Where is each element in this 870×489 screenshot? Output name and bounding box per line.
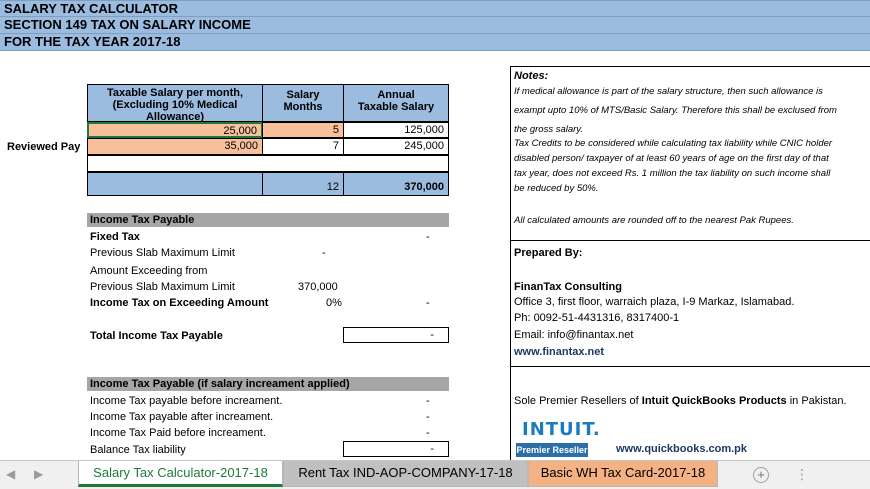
section-title: SECTION 149 TAX ON SALARY INCOME bbox=[4, 17, 251, 32]
sheet-tab-bar bbox=[0, 460, 870, 489]
prev-slab-label: Previous Slab Maximum Limit bbox=[90, 247, 235, 259]
note-1-line-3: the gross salary. bbox=[514, 124, 583, 135]
tax-paid-label: Income Tax Paid before increament. bbox=[90, 427, 266, 439]
reseller-text-pre: Sole Premier Resellers of bbox=[514, 395, 642, 407]
tax-before-increament-value[interactable]: - bbox=[426, 395, 430, 407]
note-2-line-2: disabled person/ taxpayer of at least 60 years of age on the first day of that bbox=[514, 153, 829, 164]
total-income-tax-value[interactable]: - bbox=[343, 327, 449, 343]
company-name: FinanTax Consulting bbox=[514, 281, 622, 293]
tab-label: Basic WH Tax Card-2017-18 bbox=[540, 465, 706, 480]
prepared-bottom-border bbox=[510, 366, 870, 367]
notes-top-border bbox=[510, 66, 870, 67]
total-income-tax-label: Total Income Tax Payable bbox=[90, 330, 223, 342]
reviewed-pay-label: Reviewed Pay bbox=[7, 141, 81, 153]
increament-section-header: Income Tax Payable (if salary increament applied) bbox=[87, 377, 449, 391]
note-1-line-1: If medical allowance is part of the salary structure, then such allowance is bbox=[514, 86, 823, 97]
fixed-tax-value[interactable]: - bbox=[426, 231, 430, 243]
tab-rent-tax[interactable] bbox=[283, 461, 528, 487]
note-1-line-2: exampt upto 10% of MTS/Basic Salary. Therefore this shall be exclused from bbox=[514, 105, 837, 116]
tab-scroll-right-icon[interactable]: ▶ bbox=[34, 467, 44, 481]
tab-salary-tax-calculator[interactable] bbox=[78, 461, 283, 487]
intuit-premier-reseller-logo bbox=[514, 417, 601, 459]
reseller-text-post: in Pakistan. bbox=[786, 395, 847, 407]
col-header-taxable-salary: Taxable Salary per month, (Excluding 10% Medical Allowance) bbox=[87, 84, 263, 122]
annual-salary-cell-1[interactable]: 125,000 bbox=[343, 122, 449, 138]
note-2-line-4: be reduced by 50%. bbox=[514, 183, 599, 194]
note-2-line-1: Tax Credits to be considered while calculating tax liability while CNIC holder bbox=[514, 138, 833, 149]
tax-before-increament-label: Income Tax payable before increament. bbox=[90, 395, 283, 407]
add-sheet-icon[interactable]: + bbox=[753, 467, 769, 483]
annual-salary-cell-2[interactable]: 245,000 bbox=[343, 138, 449, 155]
company-phone: Ph: 0092-51-4431316, 8317400-1 bbox=[514, 312, 680, 324]
total-months-cell[interactable]: 12 bbox=[262, 172, 344, 196]
on-exceeding-value[interactable]: - bbox=[426, 297, 430, 309]
tab-label: Rent Tax IND-AOP-COMPANY-17-18 bbox=[298, 465, 513, 480]
company-website-link[interactable]: www.finantax.net bbox=[514, 346, 605, 358]
monthly-salary-cell-2[interactable]: 35,000 bbox=[87, 138, 263, 155]
on-exceeding-rate[interactable]: 0% bbox=[326, 297, 342, 309]
note-3: All calculated amounts are rounded off to the nearest Pak Rupees. bbox=[514, 215, 794, 226]
amount-exceeding-label: Amount Exceeding from bbox=[90, 265, 208, 277]
salary-months-cell-1[interactable]: 5 bbox=[262, 122, 344, 138]
more-options-icon[interactable]: ⋮ bbox=[795, 466, 809, 482]
col-header-annual-taxable: Annual Taxable Salary bbox=[343, 84, 449, 122]
tab-scroll-left-icon[interactable]: ◀ bbox=[6, 467, 16, 481]
income-tax-section-header: Income Tax Payable bbox=[87, 213, 449, 227]
notes-panel-border bbox=[510, 66, 511, 460]
reseller-text-bold: Intuit QuickBooks Products bbox=[641, 395, 787, 407]
intuit-logo-word: INTUIT. bbox=[522, 419, 601, 440]
empty-row[interactable] bbox=[87, 155, 449, 172]
quickbooks-website-link[interactable]: www.quickbooks.com.pk bbox=[616, 443, 748, 455]
note-2-line-3: tax year, does not exceed Rs. 1 million the tax liability on such income shall bbox=[514, 168, 831, 179]
reseller-text bbox=[514, 395, 847, 407]
title-row-3 bbox=[0, 34, 870, 51]
on-exceeding-label: Income Tax on Exceeding Amount bbox=[90, 297, 269, 309]
company-address: Office 3, first floor, warraich plaza, I-9 Markaz, Islamabad. bbox=[514, 296, 795, 308]
tax-after-increament-value[interactable]: - bbox=[426, 411, 430, 423]
fixed-tax-label: Fixed Tax bbox=[90, 231, 140, 243]
monthly-salary-cell-1[interactable]: 25,000 bbox=[87, 122, 263, 138]
tax-paid-value[interactable]: - bbox=[426, 427, 430, 439]
prev-slab-value[interactable]: - bbox=[322, 247, 326, 259]
title-row-1 bbox=[0, 0, 870, 17]
title-row-2 bbox=[0, 17, 870, 34]
tax-year-title: FOR THE TAX YEAR 2017-18 bbox=[4, 34, 181, 49]
calculator-title: SALARY TAX CALCULATOR bbox=[4, 1, 179, 16]
prepared-by-title: Prepared By: bbox=[514, 247, 583, 259]
total-annual-cell[interactable]: 370,000 bbox=[343, 172, 449, 196]
company-email[interactable]: Email: info@finantax.net bbox=[514, 329, 634, 341]
total-label-cell bbox=[87, 172, 263, 196]
prev-slab-value-2[interactable]: 370,000 bbox=[298, 281, 338, 293]
tax-after-increament-label: Income Tax payable after increament. bbox=[90, 411, 274, 423]
notes-title: Notes: bbox=[514, 70, 549, 82]
salary-months-cell-2[interactable]: 7 bbox=[262, 138, 344, 155]
col-header-salary-months: Salary Months bbox=[262, 84, 344, 122]
tab-label: Salary Tax Calculator-2017-18 bbox=[93, 465, 268, 480]
balance-tax-label: Balance Tax liability bbox=[90, 444, 186, 456]
notes-bottom-border bbox=[510, 240, 870, 241]
premier-reseller-badge: Premier Reseller bbox=[516, 445, 588, 455]
balance-tax-value[interactable]: - bbox=[343, 441, 449, 457]
tab-basic-wh-tax-card[interactable] bbox=[528, 461, 718, 487]
prev-slab-label-2: Previous Slab Maximum Limit bbox=[90, 281, 235, 293]
